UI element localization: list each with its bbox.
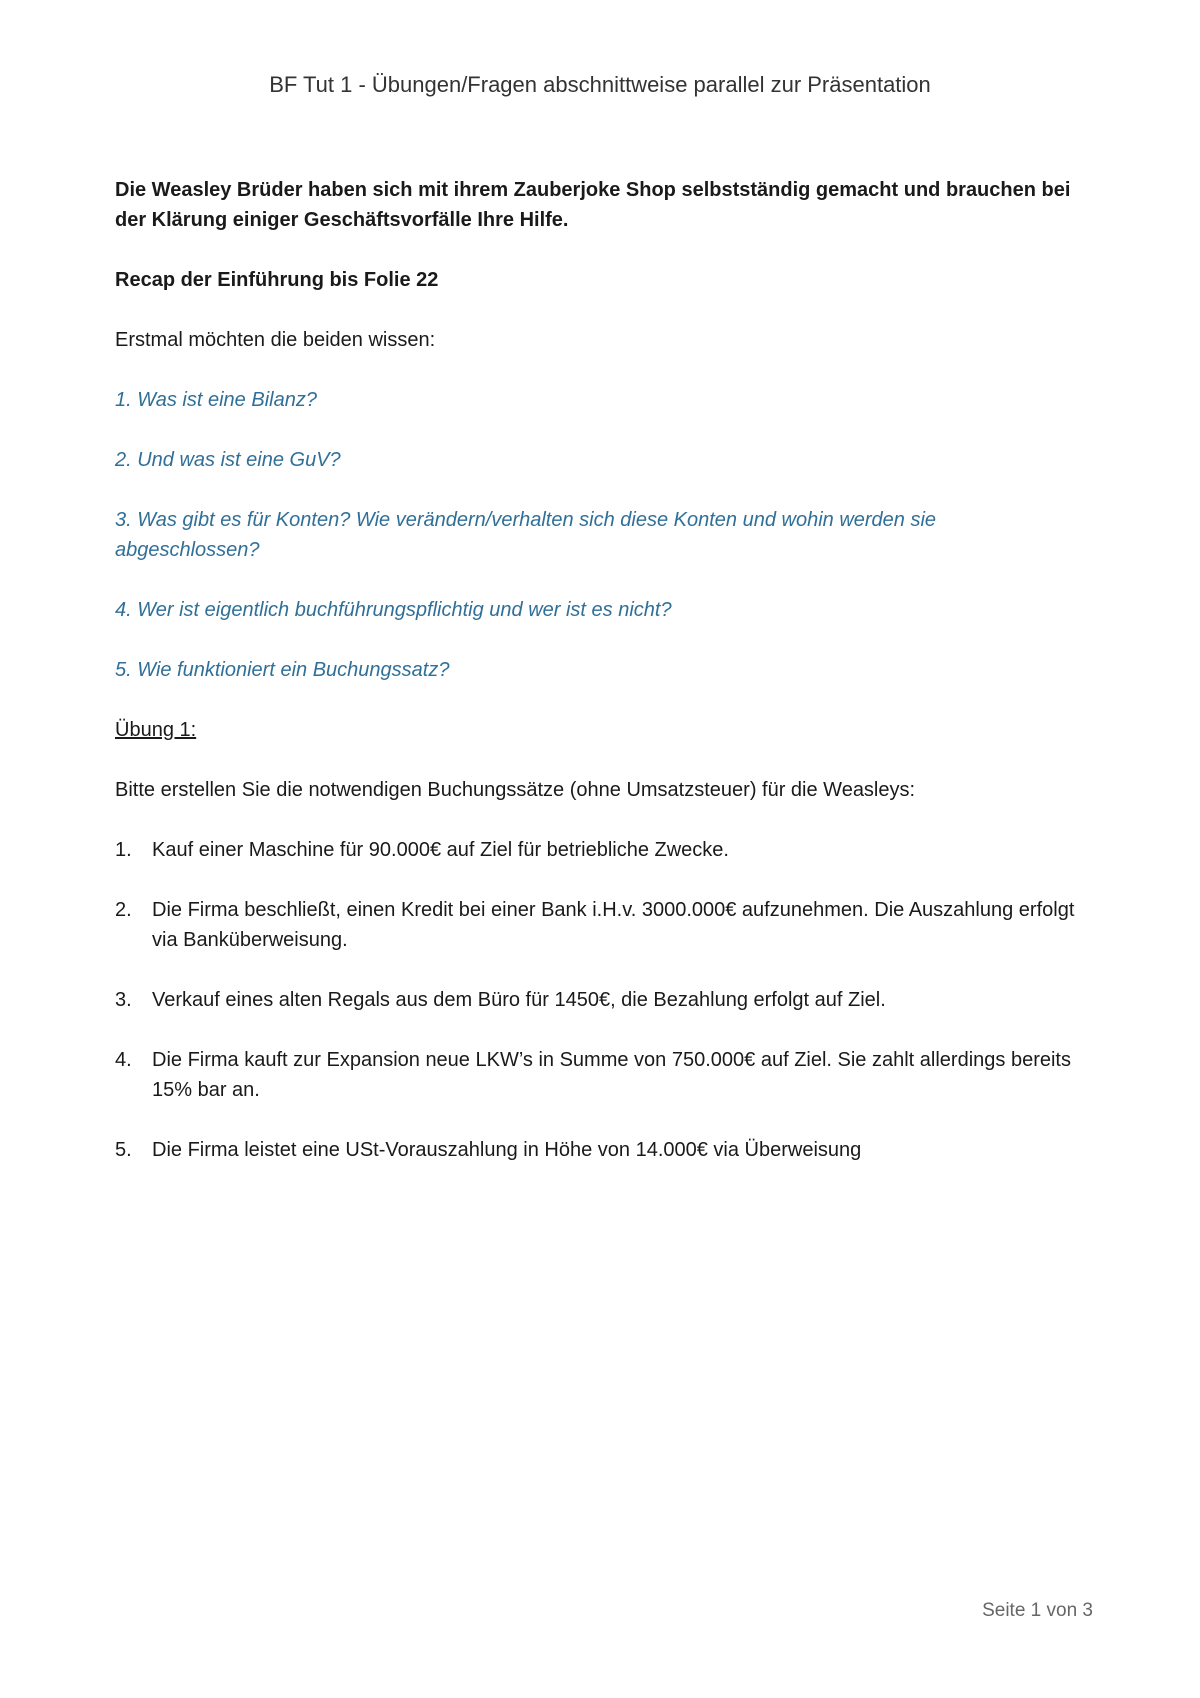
task-item-1 (115, 835, 1075, 865)
question-2: 2. Und was ist eine GuV? (115, 449, 341, 471)
task-item-2 (115, 895, 1075, 955)
exercise-title: Übung 1: (115, 719, 197, 741)
task-number: 2. (115, 899, 132, 921)
task-text: Die Firma beschließt, einen Kredit bei einer Bank i.H.v. 3000.000€ aufzunehmen. Die Auszahlung erfolgt via Banküberweisung. (152, 899, 1075, 951)
document-body (115, 175, 1075, 1195)
question-5: 5. Wie funktioniert ein Buchungssatz? (115, 659, 450, 681)
task-list (115, 835, 1075, 1165)
question-intro: Erstmal möchten die beiden wissen: (115, 329, 436, 351)
task-text: Verkauf eines alten Regals aus dem Büro für 1450€, die Bezahlung erfolgt auf Ziel. (152, 989, 886, 1011)
task-text: Die Firma kauft zur Expansion neue LKW’s in Summe von 750.000€ auf Ziel. Sie zahlt allerdings bereits 15% bar an. (152, 1049, 1071, 1101)
task-number: 4. (115, 1049, 132, 1071)
question-3: 3. Was gibt es für Konten? Wie verändern/verhalten sich diese Konten und wohin werden sie abgeschlossen? (115, 509, 937, 561)
task-number: 3. (115, 989, 132, 1011)
task-number: 1. (115, 839, 132, 861)
task-item-4 (115, 1045, 1075, 1105)
page-number: Seite 1 von 3 (982, 1600, 1093, 1621)
page-header: BF Tut 1 - Übungen/Fragen abschnittweise parallel zur Präsentation (269, 72, 931, 97)
task-number: 5. (115, 1139, 132, 1161)
recap-heading: Recap der Einführung bis Folie 22 (115, 269, 439, 291)
intro-text: Die Weasley Brüder haben sich mit ihrem Zauberjoke Shop selbstständig gemacht und brauchen bei der Klärung einiger Geschäftsvorfälle Ihre Hilfe. (115, 179, 1071, 231)
task-text: Kauf einer Maschine für 90.000€ auf Ziel für betriebliche Zwecke. (152, 839, 729, 861)
task-text: Die Firma leistet eine USt-Vorauszahlung in Höhe von 14.000€ via Überweisung (152, 1139, 862, 1161)
task-item-5 (115, 1135, 1075, 1165)
exercise-instruction: Bitte erstellen Sie die notwendigen Buchungssätze (ohne Umsatzsteuer) für die Weasleys: (115, 779, 916, 801)
question-1: 1. Was ist eine Bilanz? (115, 389, 317, 411)
task-item-3 (115, 985, 1075, 1015)
question-4: 4. Wer ist eigentlich buchführungspflichtig und wer ist es nicht? (115, 599, 672, 621)
